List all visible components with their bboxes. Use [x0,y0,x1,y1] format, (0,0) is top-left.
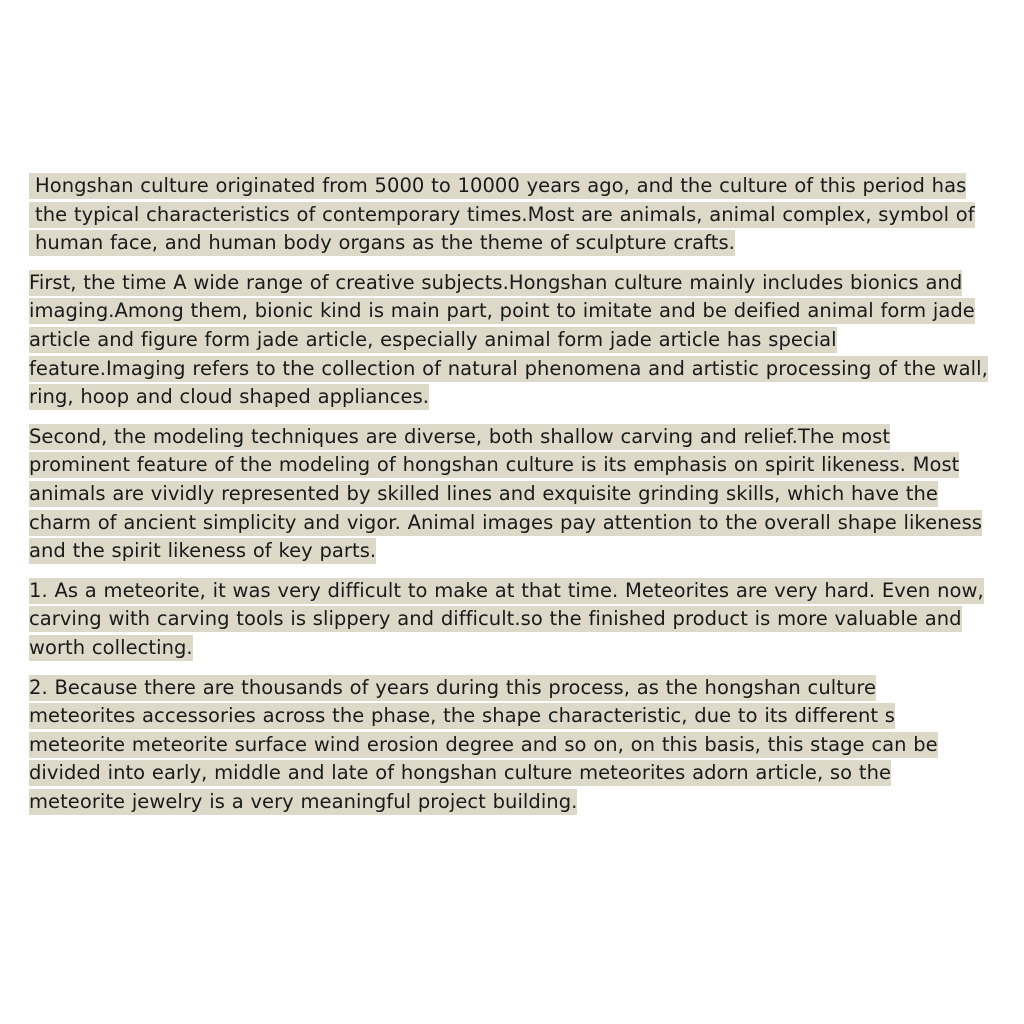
paragraph-subjects [29,269,989,412]
paragraph-techniques-text: Second, the modeling techniques are diverse, both shallow carving and relief.The most prominent feature of the modeling of hongshan culture is its emphasis on spirit likeness. Most animals are vividly represented by skilled lines and exquisite grinding skills, which have the charm of ancient simplicity and vigor. Animal images pay attention to the overall shape likeness and the spirit likeness of key parts. [29,424,982,563]
paragraph-point-2 [29,674,989,817]
paragraph-intro-text: Hongshan culture originated from 5000 to 10000 years ago, and the culture of this period has the typical characteristics of contemporary times.Most are animals, animal complex, symbol of human face, and human body organs as the theme of sculpture crafts. [29,173,975,256]
paragraph-point-2-text: 2. Because there are thousands of years during this process, as the hongshan culture meteorites accessories across the phase, the shape characteristic, due to its different s meteorite meteorite surface wind erosion degree and so on, on this basis, this stage can be divided into early, middle and late of hongshan culture meteorites adorn article, so the meteorite jewelry is a very meaningful project building. [29,675,938,813]
paragraph-subjects-text: First, the time A wide range of creative subjects.Hongshan culture mainly includes bionics and imaging.Among them, bionic kind is main part, point to imitate and be deified animal form jade article and figure form jade article, especially animal form jade article has special feature.Imaging refers to the collection of natural phenomena and artistic processing of the wall, ring, hoop and cloud shaped appliances. [29,270,988,409]
paragraph-point-1 [29,577,989,663]
document-body [29,172,989,827]
paragraph-intro [29,172,989,258]
paragraph-point-1-text: 1. As a meteorite, it was very difficult to make at that time. Meteorites are very hard. Even now, carving with carving tools is slippery and difficult.so the finished product is more valuable and worth collecting. [29,578,984,659]
paragraph-techniques [29,423,989,566]
